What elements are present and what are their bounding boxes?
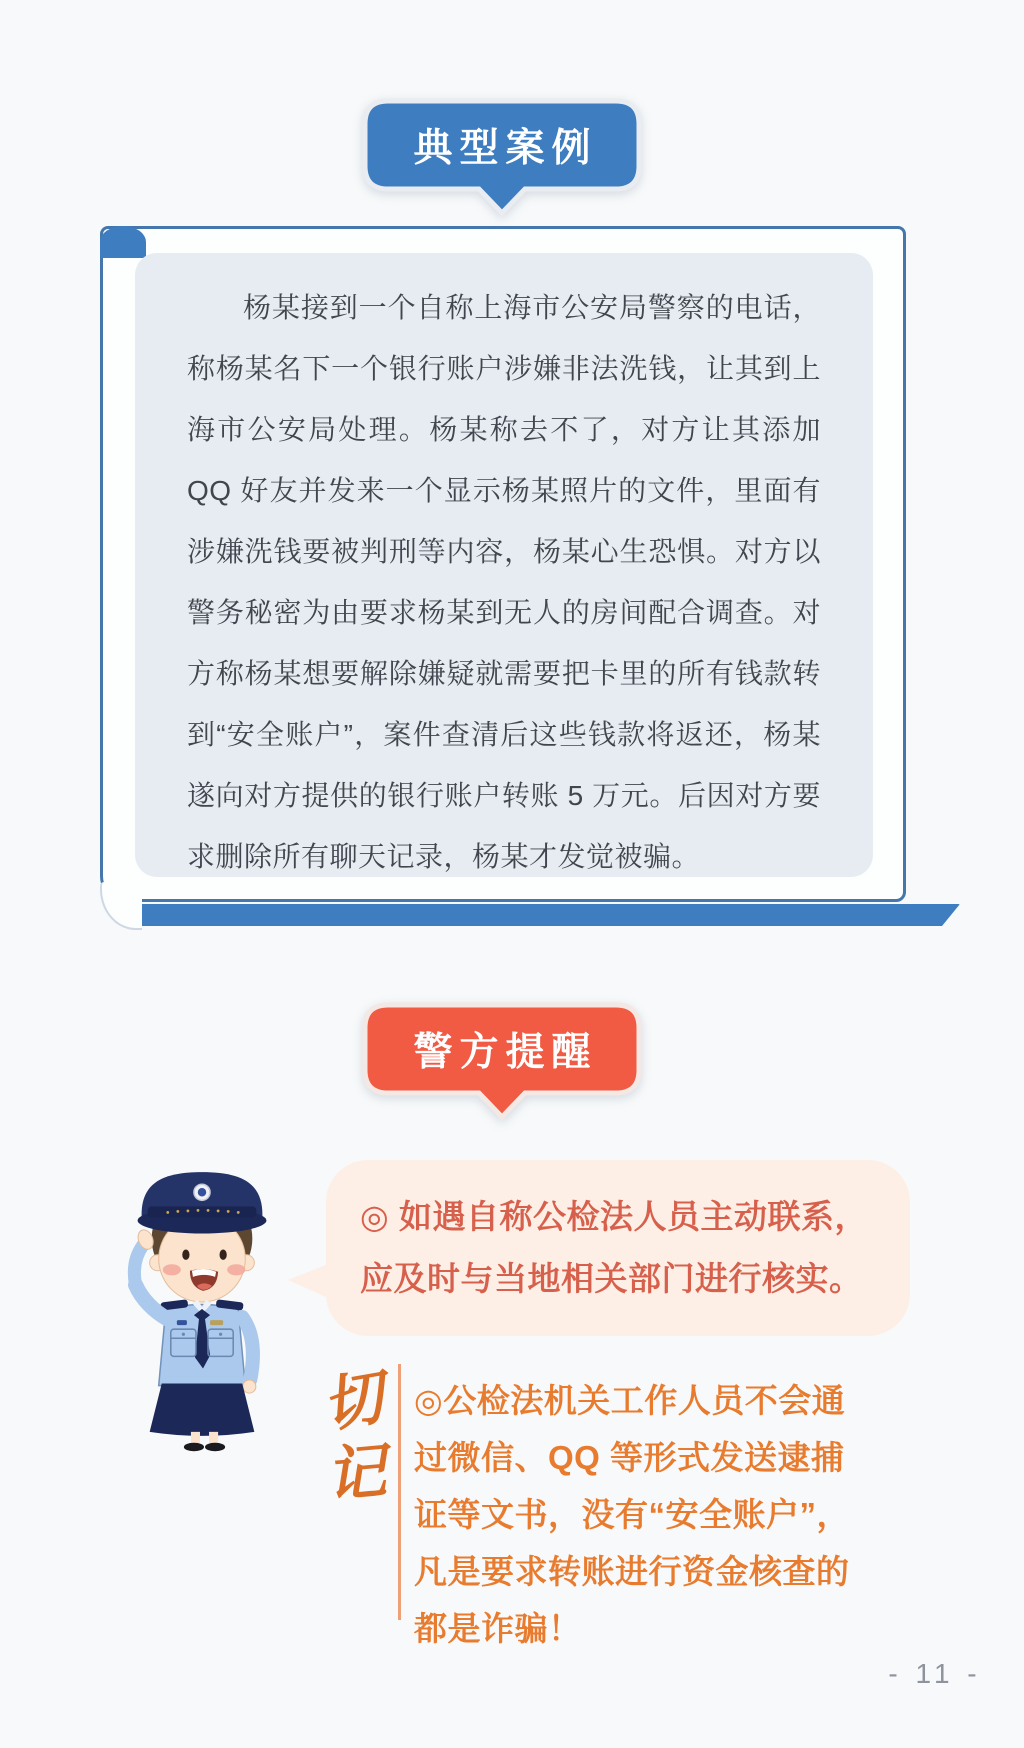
case-paragraph: 杨某接到一个自称上海市公安局警察的电话，称杨某名下一个银行账户涉嫌非法洗钱，让其到上海市公安局处理。杨某称去不了，对方让其添加 QQ 好友并发来一个显示杨某照片的文件，里面有涉嫌洗钱要被判刑等内容，杨某心生恐惧。对方以警务秘密为由要求杨某到无人的房间配合调查。对方称杨某想要解除嫌疑就需要把卡里的所有钱款转到“安全账户”，案件查清后这些钱款将返还，杨某遂向对方提供的银行账户转账 5 万元。后因对方要求删除所有聊天记录，杨某才发觉被骗。 [187,292,821,872]
police-officer-illustration [100,1150,304,1452]
remember-calligraphy [314,1366,392,1510]
case-box [100,226,906,902]
warning-line-1: ◎公检法机关工作人员不会通 [414,1382,846,1419]
remember-char-2: 记 [323,1438,389,1510]
warning-line-3: 证等文书，没有“安全账户”， [414,1496,850,1533]
page-number: - 11 - [888,1658,982,1689]
reminder-banner-label: 警方提醒 [413,1031,598,1074]
case-banner [360,96,644,218]
remember-divider-line [398,1364,401,1620]
page-curl-corner [100,882,142,930]
warning-line-4: 凡是要求转账进行资金核查的 [414,1553,850,1590]
warning-line-2: 过微信、QQ 等形式发送逮捕 [414,1439,845,1476]
case-banner-label: 典型案例 [413,127,598,170]
case-text-panel [135,253,873,877]
speech-bubble-tail [288,1264,328,1298]
remember-char-1: 切 [317,1364,389,1440]
bubble-line-2: 应及时与当地相关部门进行核实。 [360,1260,863,1297]
warning-text-block [414,1372,850,1657]
warning-line-5: 都是诈骗！ [414,1610,582,1647]
reminder-banner [360,1000,644,1122]
scroll-bottom-bar [116,904,960,926]
bubble-line-1: ◎ 如遇自称公检法人员主动联系， [360,1198,868,1235]
speech-bubble [326,1160,910,1336]
